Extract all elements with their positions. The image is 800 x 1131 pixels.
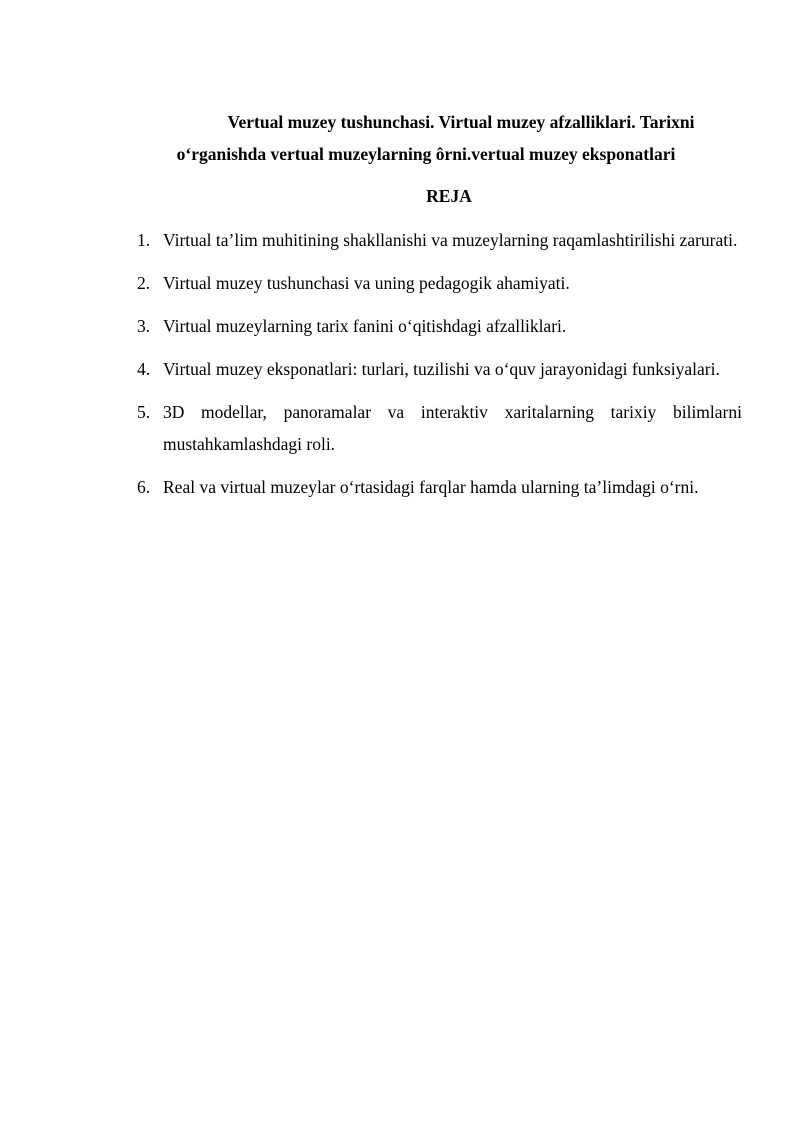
plan-item [137, 310, 742, 342]
plan-list [137, 224, 742, 514]
plan-item-text: Real va virtual muzeylar o‘rtasidagi farqlar hamda ularning ta’limdagi o‘rni. [163, 477, 699, 497]
plan-item-text: Virtual muzeylarning tarix fanini o‘qitishdagi afzalliklari. [163, 316, 567, 336]
plan-item [137, 267, 742, 299]
plan-item-number: 2. [137, 273, 151, 293]
plan-item-number: 1. [137, 230, 151, 250]
plan-item [137, 353, 742, 385]
plan-item-text: Virtual muzey tushunchasi va uning pedagogik ahamiyati. [163, 273, 570, 293]
document-title [135, 106, 745, 170]
title-line-1: Vertual muzey tushunchasi. Virtual muzey afzalliklari. Tarixni [227, 112, 695, 132]
title-line-2: o‘rganishda vertual muzeylarning ôrni.vertual muzey eksponatlari [176, 144, 676, 164]
plan-item-text: 3D modellar, panoramalar va interaktiv xaritalarning tarixiy bilimlarni mustahkamlashdagi roli. [163, 402, 742, 454]
plan-heading: REJA [426, 186, 472, 206]
plan-item-number: 5. [137, 402, 151, 422]
plan-item-text: Virtual ta’lim muhitining shakllanishi va muzeylarning raqamlashtirilishi zarurati. [163, 230, 738, 250]
plan-item [137, 396, 742, 460]
plan-item [137, 471, 742, 503]
plan-item-number: 6. [137, 477, 151, 497]
plan-item-number: 4. [137, 359, 151, 379]
plan-item-number: 3. [137, 316, 151, 336]
plan-item-text: Virtual muzey eksponatlari: turlari, tuzilishi va o‘quv jarayonidagi funksiyalari. [163, 359, 720, 379]
plan-item [137, 224, 742, 256]
